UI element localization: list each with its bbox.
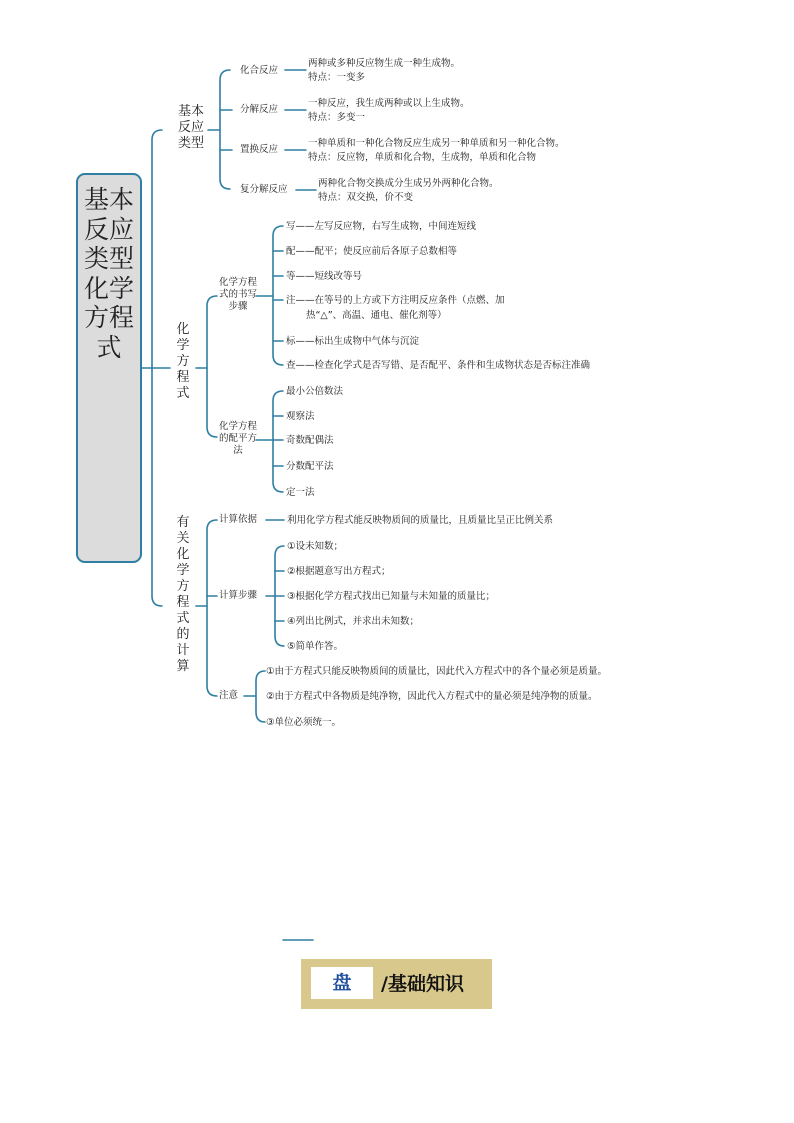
badge-left-text: 盘 <box>332 972 352 994</box>
reaction-type-label: 复分解反应 <box>240 184 288 195</box>
calc-basis-label: 计算依据 <box>219 514 258 525</box>
section-badge <box>301 959 492 1009</box>
reaction-type-feature: 特点：双交换，价不变 <box>318 192 414 203</box>
reaction-type-definition: 两种化合物交换成分生成另外两种化合物。 <box>318 178 499 189</box>
root-title: 基本反应类型 化学方程式 <box>83 185 134 362</box>
calc-steps-label: 计算步骤 <box>219 590 258 601</box>
branch-calculation-title: 有关化学方程式的计算 <box>176 515 190 674</box>
writing-step: 写——左写反应物，右写生成物，中间连短线 <box>286 221 477 232</box>
reaction-type-definition: 一种单质和一种化合物反应生成另一种单质和另一种化合物。 <box>308 138 565 149</box>
reaction-type-feature: 特点：一变多 <box>308 72 366 83</box>
badge-right-text: /基础知识 <box>381 973 464 995</box>
writing-step: 等——短线改等号 <box>286 271 363 282</box>
calc-note: ②由于方程式中各物质是纯净物，因此代入方程式中的量必须是纯净物的质量。 <box>266 691 598 702</box>
branch-basic-types-title: 基本反应类型 <box>177 104 204 151</box>
calc-step: ⑤简单作答。 <box>287 641 344 652</box>
calc-step: ④列出比例式，并求出未知数； <box>287 616 420 627</box>
writing-step: 查——检查化学式是否写错、是否配平、条件和生成物状态是否标注准确 <box>286 360 591 371</box>
balancing-method: 奇数配偶法 <box>286 435 334 446</box>
balancing-method: 分数配平法 <box>286 461 334 472</box>
reaction-type-label: 分解反应 <box>240 104 279 115</box>
balancing-method: 定一法 <box>286 487 315 498</box>
reaction-type-feature: 特点：反应物，单质和化合物，生成物，单质和化合物 <box>308 152 537 163</box>
balancing-method: 最小公倍数法 <box>286 386 344 397</box>
writing-step: 配——配平；使反应前后各原子总数相等 <box>286 246 458 257</box>
reaction-type-label: 化合反应 <box>240 65 279 76</box>
calc-step: ②根据题意写出方程式； <box>287 566 391 577</box>
balancing-method: 观察法 <box>286 411 315 422</box>
calc-basis-text: 利用化学方程式能反映物质间的质量比，且质量比呈正比例关系 <box>287 515 554 526</box>
reaction-type-definition: 两种或多种反应物生成一种生成物。 <box>308 58 461 69</box>
calc-note: ③单位必须统一。 <box>266 717 342 728</box>
calc-notes-label: 注意 <box>219 690 239 701</box>
branch-equation-title: 化学方程式 <box>176 322 190 401</box>
writing-step: 注——在等号的上方或下方注明反应条件（点燃、加 <box>286 295 505 306</box>
reaction-type-feature: 特点：多变一 <box>308 112 366 123</box>
reaction-type-definition: 一种反应，我生成两种或以上生成物。 <box>308 98 470 109</box>
writing-step-continued: 热“△”、高温、通电、催化剂等） <box>306 310 447 321</box>
calc-step: ①设未知数； <box>287 541 344 552</box>
badge-left-box <box>311 967 373 999</box>
calc-step: ③根据化学方程式找出已知量与未知量的质量比； <box>287 591 496 602</box>
reaction-type-label: 置换反应 <box>240 144 279 155</box>
balancing-methods-label: 化学方程的配平方法 <box>219 421 258 456</box>
root-node <box>76 173 142 563</box>
writing-step: 标——标出生成物中气体与沉淀 <box>286 336 420 347</box>
calc-note: ①由于方程式只能反映物质间的质量比，因此代入方程式中的各个量必须是质量。 <box>266 666 608 677</box>
writing-steps-label: 化学方程式的书写步骤 <box>219 277 258 312</box>
